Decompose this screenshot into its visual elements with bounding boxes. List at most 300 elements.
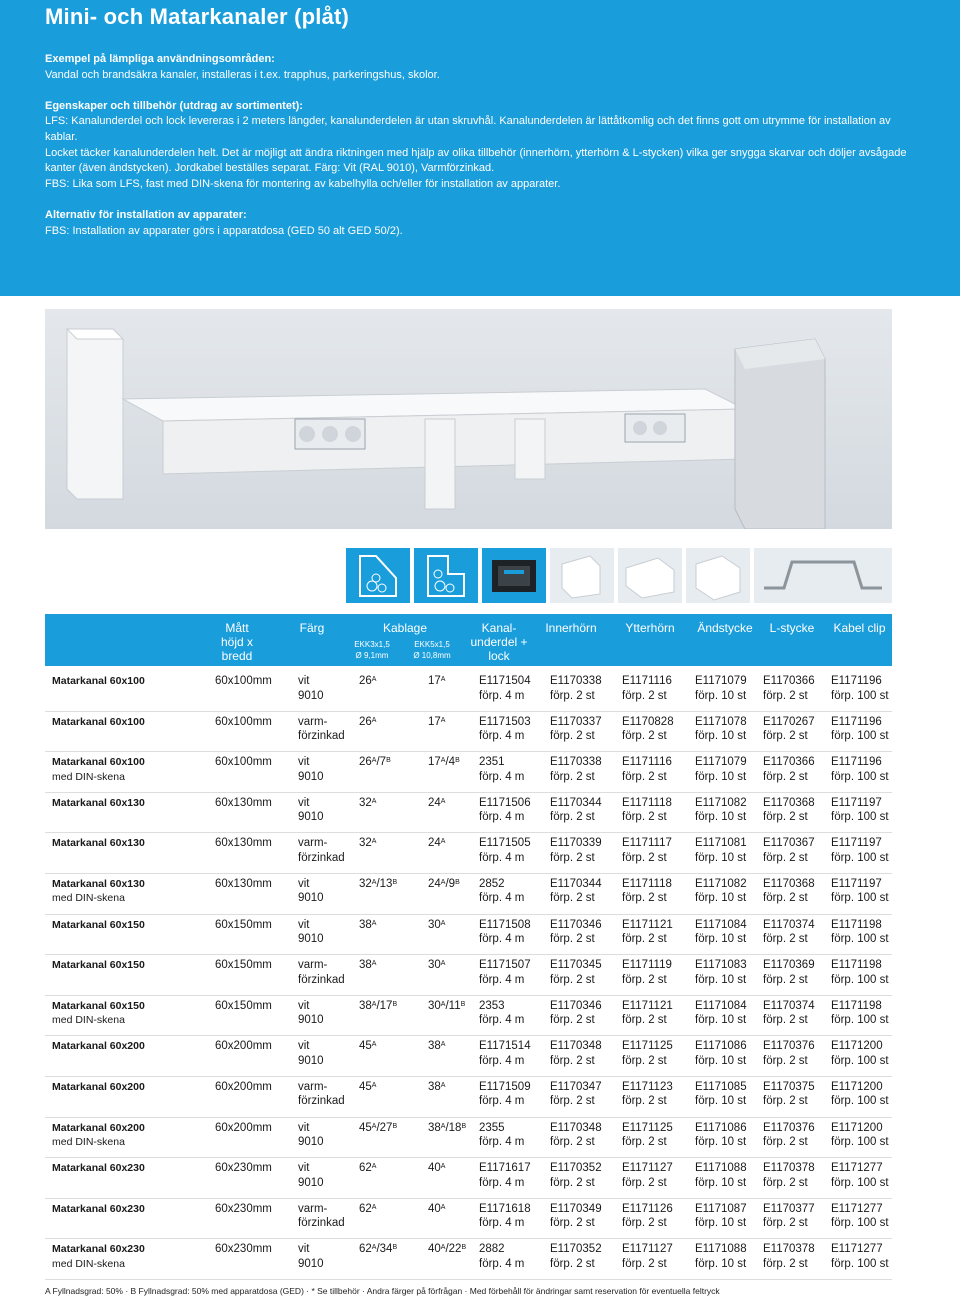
ekk3-value: 45 (359, 1040, 372, 1053)
cell-dimension (215, 715, 272, 730)
cell-andstycke-sub: förp. 10 st (695, 1014, 747, 1027)
header-ekk5-d: Ø 10,8mm (413, 651, 451, 660)
cell-ekk3 (359, 755, 391, 770)
cell-dimension-value: 60x130mm (215, 877, 272, 890)
ekk3-value: 62 (359, 1162, 372, 1175)
ekk5-note: A (440, 676, 446, 683)
cell-ekk3 (359, 674, 376, 689)
cell-color (298, 674, 324, 703)
table-row (45, 754, 892, 795)
cell-kabel-clip-value: E1171197 (831, 796, 882, 809)
cell-ytterhorn (622, 1080, 673, 1109)
cell-kanal (479, 1242, 524, 1271)
cell-andstycke-value: E1171084 (695, 918, 747, 931)
ekk3-note: A (371, 1081, 377, 1089)
cell-kabel-clip-sub: förp. 100 st (831, 730, 889, 743)
cell-color-sub: 9010 (298, 689, 324, 702)
header-kanal-2: underdel + (470, 635, 528, 649)
cell-l-stycke (763, 958, 815, 987)
cell-kabel-clip-value: E1171277 (831, 1202, 883, 1215)
cell-l-stycke-value: E1170376 (763, 1121, 815, 1134)
ekk5-value: 30 (428, 918, 441, 931)
cell-ekk5 (428, 755, 460, 770)
ekk5-note: A (440, 838, 446, 846)
cell-color-value: varm- (298, 1202, 328, 1215)
cell-dimension-value: 60x150mm (215, 959, 272, 972)
header-matt: Mått (225, 621, 249, 635)
ekk5-value: 40 (428, 1202, 441, 1215)
cell-kanal-sub: förp. 4 m (479, 730, 525, 743)
cell-andstycke-value: E1171082 (695, 877, 747, 890)
cell-innerhorn (550, 1202, 602, 1231)
header-farg: Färg (299, 621, 325, 635)
cell-innerhorn (550, 674, 602, 703)
cell-ytterhorn-sub: förp. 2 st (622, 933, 667, 946)
page-title: Mini- och Matarkanaler (plåt) (45, 4, 350, 29)
cell-l-stycke-sub: förp. 2 st (763, 1095, 808, 1108)
table-row (45, 998, 892, 1039)
product-name: Matarkanal 60x200 (52, 1121, 145, 1134)
cell-ekk5 (428, 674, 445, 689)
header-ekk3: EKK3x1,5 (354, 640, 390, 649)
ekk3-note: A (371, 960, 377, 968)
ekk3-note: A (371, 1203, 377, 1211)
cell-kabel-clip-sub: förp. 100 st (831, 1014, 889, 1027)
cell-kanal (479, 715, 531, 744)
table-row (45, 1120, 892, 1161)
cell-l-stycke-value: E1170369 (763, 959, 815, 972)
cell-andstycke-value: E1171086 (695, 1040, 747, 1053)
row-divider (45, 995, 892, 996)
cell-innerhorn-sub: förp. 2 st (550, 851, 595, 864)
cell-color-sub: förzinkad (298, 1217, 345, 1230)
cell-color (298, 1039, 324, 1068)
cell-ekk3 (359, 1121, 397, 1136)
cell-kabel-clip-value: E1171200 (831, 1040, 883, 1053)
cell-product-name (52, 836, 145, 851)
cell-color-value: varm- (298, 837, 328, 850)
cell-color (298, 918, 324, 947)
cell-ytterhorn-value: E1171121 (622, 918, 673, 931)
cell-kabel-clip (831, 1121, 889, 1150)
cell-ytterhorn-value: E1171127 (622, 1243, 673, 1256)
cell-kabel-clip-value: E1171277 (831, 1162, 883, 1175)
cell-innerhorn (550, 877, 602, 906)
cell-kanal-sub: förp. 4 m (479, 689, 525, 702)
ekk3-note-b: B (392, 1000, 398, 1008)
cell-color-value: vit (298, 1040, 310, 1053)
cell-andstycke-value: E1171088 (695, 1243, 747, 1256)
cell-innerhorn-sub: förp. 2 st (550, 1217, 595, 1230)
cell-color (298, 1080, 345, 1109)
ekk5-note: A (440, 878, 446, 886)
ekk3-note-b: B (386, 757, 391, 765)
table-row (45, 957, 892, 998)
cell-color-value: vit (298, 1162, 310, 1175)
cell-ytterhorn-sub: förp. 2 st (622, 1257, 667, 1270)
ekk3-value: 45 (359, 1121, 372, 1134)
ekk3-note-b: B (392, 878, 398, 886)
cell-ekk5 (428, 877, 460, 892)
cell-kabel-clip-value: E1171196 (831, 675, 882, 687)
cell-ekk5 (428, 1242, 466, 1257)
cell-kanal-sub: förp. 4 m (479, 770, 525, 783)
cell-innerhorn (550, 1242, 602, 1271)
cell-l-stycke-value: E1170374 (763, 918, 815, 931)
footnote: A Fyllnadsgrad: 50% · B Fyllnadsgrad: 50% med apparatdosa (GED) · * Se tillbehör · Andra färger på förfrågan · Med förbehåll för ändringar samt reservation för eventuella feltryck (45, 1286, 720, 1296)
cell-ytterhorn-value: E1171117 (622, 837, 672, 850)
product-name: Matarkanal 60x150 (52, 999, 145, 1012)
cell-kabel-clip-value: E1171196 (831, 715, 882, 728)
cell-dimension-value: 60x230mm (215, 1243, 272, 1256)
ekk3-value-b: /13 (376, 877, 393, 890)
cell-andstycke-sub: förp. 10 st (695, 689, 747, 702)
cell-innerhorn-value: E1170346 (550, 999, 602, 1012)
cell-product-name (52, 1121, 145, 1150)
ekk3-value: 62 (359, 1202, 372, 1215)
cell-innerhorn (550, 1161, 602, 1190)
cell-dimension-value: 60x130mm (215, 796, 272, 809)
cell-andstycke-value: E1171086 (695, 1121, 747, 1134)
product-name: Matarkanal 60x130 (52, 796, 145, 809)
cell-color-sub: 9010 (298, 1257, 324, 1270)
cell-ytterhorn (622, 715, 674, 744)
cell-ytterhorn-sub: förp. 2 st (622, 1136, 667, 1149)
header-ytterhorn: Ytterhörn (625, 621, 675, 635)
cell-andstycke-value: E1171088 (695, 1162, 747, 1175)
ekk5-note-b: B (461, 1122, 467, 1130)
cell-ekk5 (428, 836, 445, 851)
ekk3-value: 26 (359, 715, 372, 728)
cell-ytterhorn-value: E1171121 (622, 999, 673, 1012)
ekk3-note: A (371, 919, 377, 927)
cell-kabel-clip-value: E1171200 (831, 1080, 883, 1093)
cell-l-stycke-sub: förp. 2 st (763, 1014, 808, 1027)
product-name: Matarkanal 60x150 (52, 959, 145, 972)
cell-color-value: vit (298, 1121, 310, 1134)
ekk3-note: A (371, 757, 377, 765)
cell-ytterhorn-sub: förp. 2 st (622, 1054, 667, 1067)
alt-text: FBS: Installation av apparater görs i apparatdosa (GED 50 alt GED 50/2). (45, 224, 403, 237)
cell-kabel-clip (831, 715, 889, 744)
cell-kanal-value: E1171504 (479, 675, 531, 687)
cell-ekk3 (359, 1161, 376, 1176)
header-kabel-clip: Kabel clip (833, 621, 886, 635)
intro-text (45, 52, 925, 255)
cell-ekk3 (359, 715, 376, 730)
cell-dimension-value: 60x200mm (215, 1080, 272, 1093)
cell-ytterhorn-value: E1171116 (622, 756, 672, 769)
cell-ekk5 (428, 918, 445, 933)
cell-kabel-clip-value: E1171200 (831, 1121, 883, 1134)
cell-l-stycke-sub: förp. 2 st (763, 1217, 808, 1230)
cell-color-value: varm- (298, 959, 328, 972)
cell-color-sub: förzinkad (298, 973, 345, 986)
cell-l-stycke (763, 999, 815, 1028)
cell-kanal-sub: förp. 4 m (479, 933, 525, 946)
header-andstycke: Ändstycke (697, 621, 753, 635)
table-row (45, 714, 892, 755)
cell-andstycke-value: E1171085 (695, 1080, 747, 1093)
cell-kabel-clip-sub: förp. 100 st (831, 1095, 889, 1108)
cell-kanal-value: E1171617 (479, 1162, 531, 1175)
cell-kabel-clip-value: E1171196 (831, 756, 882, 769)
cell-product-name (52, 755, 145, 784)
cell-andstycke (695, 877, 747, 906)
cell-color-value: vit (298, 1243, 310, 1256)
row-divider (45, 1279, 892, 1280)
product-name: Matarkanal 60x100 (52, 715, 145, 728)
product-table (45, 614, 892, 1282)
cell-dimension-value: 60x150mm (215, 999, 272, 1012)
cell-andstycke (695, 1202, 747, 1231)
ekk5-value: 24 (428, 837, 441, 850)
cell-ytterhorn-value: E1171125 (622, 1040, 673, 1053)
cell-l-stycke-value: E1170368 (763, 796, 815, 809)
cell-kanal (479, 918, 531, 947)
ekk5-note: A (440, 1041, 446, 1049)
cell-l-stycke (763, 796, 815, 825)
cell-kabel-clip-sub: förp. 100 st (831, 1217, 889, 1230)
cell-l-stycke-value: E1170374 (763, 999, 815, 1012)
ekk3-note: A (371, 1163, 377, 1171)
ekk3-value: 26 (359, 675, 372, 687)
cell-andstycke-sub: förp. 10 st (695, 1136, 747, 1149)
cell-kanal-sub: förp. 4 m (479, 1217, 525, 1230)
cell-innerhorn (550, 999, 602, 1028)
cell-l-stycke-sub: förp. 2 st (763, 1136, 808, 1149)
ekk3-value: 62 (359, 1243, 372, 1256)
cell-l-stycke (763, 877, 815, 906)
cell-andstycke (695, 1039, 747, 1068)
cell-product-name (52, 877, 145, 906)
cell-color-value: vit (298, 796, 310, 809)
cell-innerhorn (550, 796, 602, 825)
product-name: Matarkanal 60x130 (52, 837, 145, 850)
cell-ekk5 (428, 1121, 466, 1136)
cell-kabel-clip-sub: förp. 100 st (831, 933, 889, 946)
cell-kanal (479, 755, 524, 784)
ekk3-note: A (371, 878, 377, 886)
cell-ytterhorn-sub: förp. 2 st (622, 1176, 667, 1189)
cell-dimension (215, 1080, 272, 1095)
cell-color-value: vit (298, 877, 310, 890)
cell-innerhorn-value: E1170344 (550, 796, 602, 809)
cell-l-stycke (763, 755, 815, 784)
cell-l-stycke (763, 674, 815, 703)
row-divider (45, 954, 892, 955)
cell-dimension-value: 60x100mm (215, 715, 272, 728)
cell-color-sub: 9010 (298, 1176, 324, 1189)
header-kanal: Kanal- (481, 621, 517, 635)
header-ekk5: EKK5x1,5 (414, 640, 450, 649)
cell-ytterhorn (622, 958, 672, 987)
cell-l-stycke-value: E1170377 (763, 1202, 815, 1215)
row-divider (45, 832, 892, 833)
cell-product-name (52, 1080, 145, 1095)
cell-innerhorn-value: E1170352 (550, 1243, 602, 1256)
cell-andstycke-sub: förp. 10 st (695, 973, 747, 986)
table-row (45, 876, 892, 917)
cell-ekk5 (428, 958, 445, 973)
cell-ekk3 (359, 1080, 376, 1095)
cell-dimension (215, 836, 272, 851)
ekk3-value: 26 (359, 756, 372, 769)
cell-color-sub: förzinkad (298, 851, 345, 864)
cell-kabel-clip-sub: förp. 100 st (831, 1257, 889, 1270)
cell-dimension-value: 60x130mm (215, 837, 272, 850)
cell-kabel-clip (831, 755, 889, 784)
cell-l-stycke-value: E1170378 (763, 1162, 815, 1175)
cell-kanal-value: E1171507 (479, 959, 531, 972)
cell-color (298, 796, 324, 825)
cell-innerhorn-sub: förp. 2 st (550, 1136, 595, 1149)
cell-l-stycke-sub: förp. 2 st (763, 892, 808, 905)
ekk3-note: A (371, 1122, 377, 1130)
cell-kanal (479, 674, 531, 703)
cell-kanal (479, 836, 531, 865)
cell-color-value: vit (298, 999, 310, 1012)
cell-color-sub: 9010 (298, 1136, 324, 1149)
cell-innerhorn-value: E1170352 (550, 1162, 602, 1175)
row-divider (45, 873, 892, 874)
ekk5-value-b: /22 (445, 1243, 462, 1256)
product-name: Matarkanal 60x100 (52, 675, 145, 687)
row-divider (45, 792, 892, 793)
cell-color-value: vit (298, 675, 310, 687)
table-row (45, 917, 892, 958)
cell-innerhorn-value: E1170337 (550, 715, 602, 728)
cell-ytterhorn (622, 1039, 673, 1068)
cell-innerhorn-sub: förp. 2 st (550, 1095, 595, 1108)
cell-ytterhorn-sub: förp. 2 st (622, 851, 667, 864)
cell-andstycke (695, 1242, 747, 1271)
cell-kabel-clip (831, 918, 889, 947)
cell-ytterhorn-value: E1170828 (622, 715, 674, 728)
ekk5-value-b: /9 (445, 877, 456, 890)
cell-product-name (52, 918, 145, 933)
cell-l-stycke-value: E1170366 (763, 756, 815, 769)
cell-andstycke-value: E1171079 (695, 675, 747, 687)
ekk5-note: A (440, 1000, 446, 1008)
cell-kabel-clip-value: E1171197 (831, 877, 882, 890)
header-l-stycke: L-stycke (769, 621, 815, 635)
cell-ytterhorn-sub: förp. 2 st (622, 892, 667, 905)
cell-andstycke-sub: förp. 10 st (695, 1176, 747, 1189)
cell-color (298, 755, 324, 784)
table-row (45, 1241, 892, 1282)
cell-ekk3 (359, 1242, 397, 1257)
cell-color (298, 958, 345, 987)
row-divider (45, 1198, 892, 1199)
cell-innerhorn-sub: förp. 2 st (550, 973, 595, 986)
cell-dimension (215, 999, 272, 1014)
ekk3-value: 32 (359, 837, 372, 850)
cell-kabel-clip-value: E1171198 (831, 999, 882, 1012)
ekk3-value: 38 (359, 999, 372, 1012)
cell-andstycke (695, 836, 747, 865)
cell-andstycke-sub: förp. 10 st (695, 770, 747, 783)
product-name: Matarkanal 60x130 (52, 877, 145, 890)
row-divider (45, 1035, 892, 1036)
cell-ekk3 (359, 918, 376, 933)
alt-heading: Alternativ för installation av apparater: (45, 208, 247, 221)
cell-product-name (52, 796, 145, 811)
cell-ytterhorn (622, 836, 672, 865)
cell-ekk3 (359, 958, 376, 973)
cell-andstycke (695, 674, 747, 703)
cell-kanal-value: E1171618 (479, 1202, 531, 1215)
cell-dimension-value: 60x200mm (215, 1121, 272, 1134)
ekk5-note: A (440, 1244, 446, 1252)
cell-kabel-clip-value: E1171197 (831, 837, 882, 850)
cell-ytterhorn-sub: förp. 2 st (622, 973, 667, 986)
cell-kabel-clip (831, 1039, 889, 1068)
cell-color (298, 715, 345, 744)
ekk3-note: A (371, 676, 377, 683)
channel-icon (482, 548, 546, 603)
cell-ytterhorn (622, 877, 672, 906)
cell-innerhorn (550, 1080, 602, 1109)
cell-andstycke (695, 715, 747, 744)
cell-ytterhorn-sub: förp. 2 st (622, 1095, 667, 1108)
cell-kanal-value: E1171508 (479, 918, 531, 931)
ekk5-note: A (440, 1122, 446, 1130)
cell-color (298, 1161, 324, 1190)
ekk3-note: A (371, 716, 377, 724)
cell-ekk5 (428, 1039, 445, 1054)
inner-corner-icon (346, 548, 410, 603)
cell-kanal-value: 2351 (479, 756, 505, 769)
table-header (45, 614, 892, 666)
cell-l-stycke (763, 918, 815, 947)
cell-l-stycke (763, 1121, 815, 1150)
ekk5-note: A (440, 1163, 446, 1171)
cell-ytterhorn-value: E1171116 (622, 675, 672, 687)
cell-innerhorn-sub: förp. 2 st (550, 730, 595, 743)
cell-l-stycke-value: E1170378 (763, 1243, 815, 1256)
cell-andstycke (695, 796, 747, 825)
inner-corner-piece-icon (550, 548, 614, 603)
ekk3-value-b: /17 (376, 999, 393, 1012)
cell-kanal-value: E1171505 (479, 837, 531, 850)
ekk3-value: 45 (359, 1080, 372, 1093)
cell-ekk3 (359, 796, 376, 811)
cell-kabel-clip (831, 958, 889, 987)
cell-kanal-value: 2355 (479, 1121, 505, 1134)
header-kablage: Kablage (382, 621, 428, 635)
cell-color (298, 1121, 324, 1150)
cell-dimension-value: 60x230mm (215, 1202, 272, 1215)
cell-ytterhorn-value: E1171123 (622, 1080, 673, 1093)
cell-l-stycke (763, 1161, 815, 1190)
ekk5-note-b: B (460, 1000, 466, 1008)
cell-dimension (215, 1202, 272, 1217)
cell-color (298, 999, 324, 1028)
cell-ytterhorn-sub: förp. 2 st (622, 1217, 667, 1230)
ekk5-value: 17 (428, 756, 441, 769)
cell-kabel-clip-value: E1171198 (831, 959, 882, 972)
cell-innerhorn-value: E1170345 (550, 959, 602, 972)
cell-kabel-clip (831, 1202, 889, 1231)
cell-andstycke-value: E1171081 (695, 837, 747, 850)
cell-ekk3 (359, 836, 376, 851)
product-subname: med DIN-skena (52, 770, 125, 783)
cell-andstycke-sub: förp. 10 st (695, 1257, 747, 1270)
cell-kanal (479, 958, 531, 987)
cell-ytterhorn-sub: förp. 2 st (622, 730, 667, 743)
cell-kanal (479, 1202, 531, 1231)
